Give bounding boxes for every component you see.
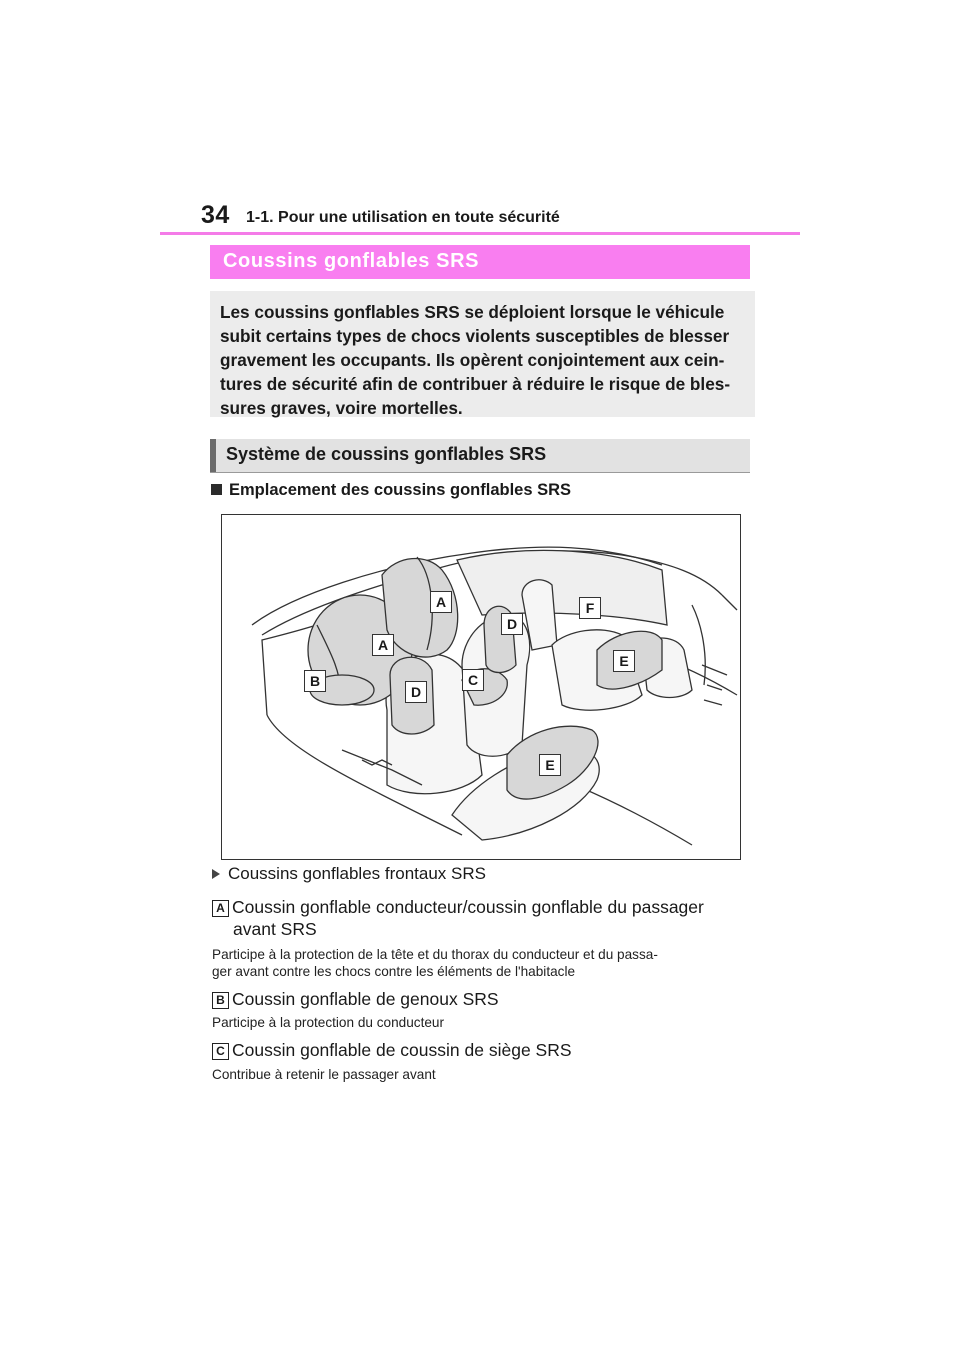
page-number: 34 — [201, 201, 230, 229]
header-rule — [160, 232, 800, 235]
item-a-desc-line2: ger avant contre les chocs contre les éléments de l'habitacle — [212, 964, 576, 979]
section-title: Coussins gonflables SRS — [210, 245, 750, 279]
subsection-title: Système de coussins gonflables SRS — [210, 439, 750, 472]
item-b-badge: B — [212, 992, 229, 1009]
item-a-label-line2: avant SRS — [233, 919, 317, 939]
list-heading-text: Coussins gonflables frontaux SRS — [228, 864, 486, 883]
square-bullet-icon — [211, 484, 222, 495]
intro-box — [210, 291, 755, 417]
callout-label: D — [501, 613, 523, 635]
triangle-bullet-icon — [212, 869, 220, 879]
item-c-badge: C — [212, 1043, 229, 1060]
intro-line: Les coussins gonflables SRS se déploient lorsque le véhicule — [220, 302, 725, 322]
intro-line: subit certains types de chocs violents susceptibles de blesser — [220, 326, 730, 346]
bullet-heading-text: Emplacement des coussins gonflables SRS — [229, 481, 572, 499]
item-a-badge: A — [212, 900, 229, 917]
callout-label: A — [372, 634, 394, 656]
callout-label: F — [579, 597, 601, 619]
callout-label: A — [430, 591, 452, 613]
item-a-desc-line1: Participe à la protection de la tête et du thorax du conducteur et du passa- — [212, 947, 658, 962]
callout-label: B — [304, 670, 326, 692]
item-c-label-line1: Coussin gonflable de coussin de siège SRS — [232, 1040, 572, 1060]
bullet-heading — [211, 481, 571, 500]
subsection-rule — [210, 472, 750, 473]
airbag-location-figure — [221, 514, 741, 860]
item-a-label — [212, 896, 704, 918]
intro-line: sures graves, voire mortelles. — [220, 398, 463, 418]
running-head: 1-1. Pour une utilisation en toute sécurité — [246, 209, 560, 226]
item-a-label-line1: Coussin gonflable conducteur/coussin gonflable du passager — [232, 897, 704, 917]
list-heading — [212, 864, 486, 884]
callout-label: E — [539, 754, 561, 776]
item-c-label — [212, 1039, 572, 1061]
item-b-label — [212, 988, 499, 1010]
item-b-desc: Participe à la protection du conducteur — [212, 1015, 444, 1030]
item-c-desc: Contribue à retenir le passager avant — [212, 1067, 436, 1082]
callout-label: E — [613, 650, 635, 672]
callout-label: D — [405, 681, 427, 703]
item-b-label-line1: Coussin gonflable de genoux SRS — [232, 989, 499, 1009]
intro-line: gravement les occupants. Ils opèrent conjointement aux cein- — [220, 350, 725, 370]
callout-label: C — [462, 669, 484, 691]
intro-line: tures de sécurité afin de contribuer à réduire le risque de bles- — [220, 374, 731, 394]
